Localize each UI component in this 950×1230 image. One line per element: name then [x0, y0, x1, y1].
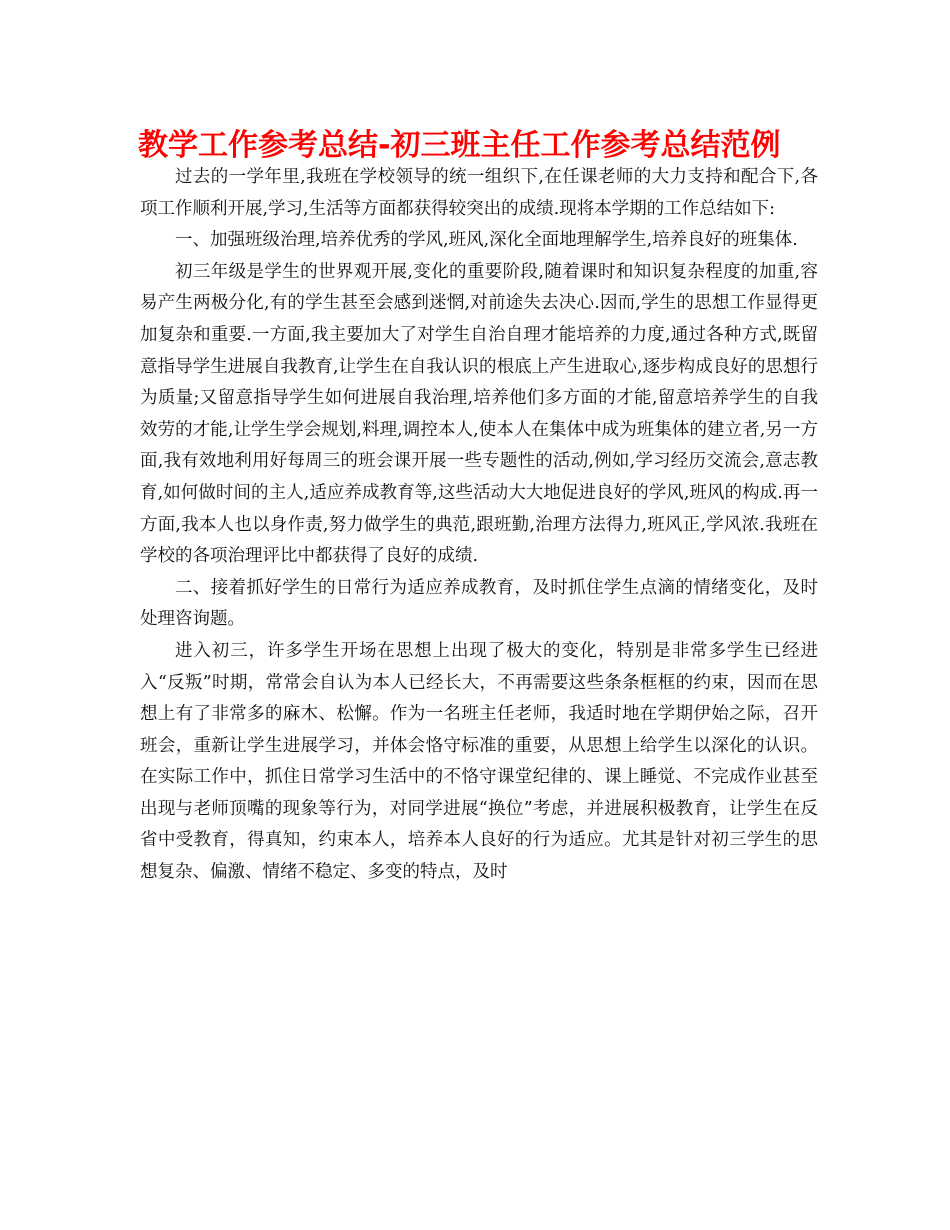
- document-title: 教学工作参考总结-初三班主任工作参考总结范例: [138, 128, 781, 163]
- paragraph-section-one-heading: 一、加强班级治理,培养优秀的学风,班风,深化全面地理解学生,培养良好的班集体.: [175, 230, 798, 251]
- paragraph-section-two-heading: 二、接着抓好学生的日常行为适应养成教育，及时抓住学生点滴的情绪变化，及时处理咨询题。: [140, 577, 818, 630]
- paragraph-section-two-body: 进入初三，许多学生开场在思想上出现了极大的变化，特别是非常多学生已经进入“反叛”时期，常常会自认为本人已经长大，不再需要这些条条框框的约束，因而在思想上有了非常多的麻木、松懈。作为一名班主任老师，我适时地在学期伊始之际，召开班会，重新让学生进展学习，并体会恪守标准的重要，从思想上给学生以深化的认识。在实际工作中，抓住日常学习生活中的不恪守课堂纪律的、课上睡觉、不完成作业甚至出现与老师顶嘴的现象等行为，对同学进展“换位”考虑，并进展积极教育，让学生在反省中受教育，得真知，约束本人，培养本人良好的行为适应。尤其是针对初三学生的思想复杂、偏激、情绪不稳定、多变的特点，及时: [140, 640, 818, 883]
- paragraph-section-one-body: 初三年级是学生的世界观开展,变化的重要阶段,随着课时和知识复杂程度的加重,容易产生两极分化,有的学生甚至会感到迷惘,对前途失去决心.因而,学生的思想工作显得更加复杂和重要.一方面,我主要加大了对学生自治自理才能培养的力度,通过各种方式,既留意指导学生进展自我教育,让学生在自我认识的根底上产生进取心,逐步构成良好的思想行为质量;又留意指导学生如何进展自我治理,培养他们多方面的才能,留意培养学生的自我效劳的才能,让学生学会规划,料理,调控本人,使本人在集体中成为班集体的建立者,另一方面,我有效地利用好每周三的班会课开展一些专题性的活动,例如,学习经历交流会,意志教育,如何做时间的主人,适应养成教育等,这些活动大大地促进良好的学风,班风的构成.再一方面,我本人也以身作责,努力做学生的典范,跟班勤,治理方法得力,班风正,学风浓.我班在学校的各项治理评比中都获得了良好的成绩.: [140, 261, 818, 567]
- paragraph-intro: 过去的一学年里,我班在学校领导的统一组织下,在任课老师的大力支持和配合下,各项工作顺利开展,学习,生活等方面都获得较突出的成绩.现将本学期的工作总结如下:: [140, 167, 818, 219]
- document-body: [140, 162, 818, 889]
